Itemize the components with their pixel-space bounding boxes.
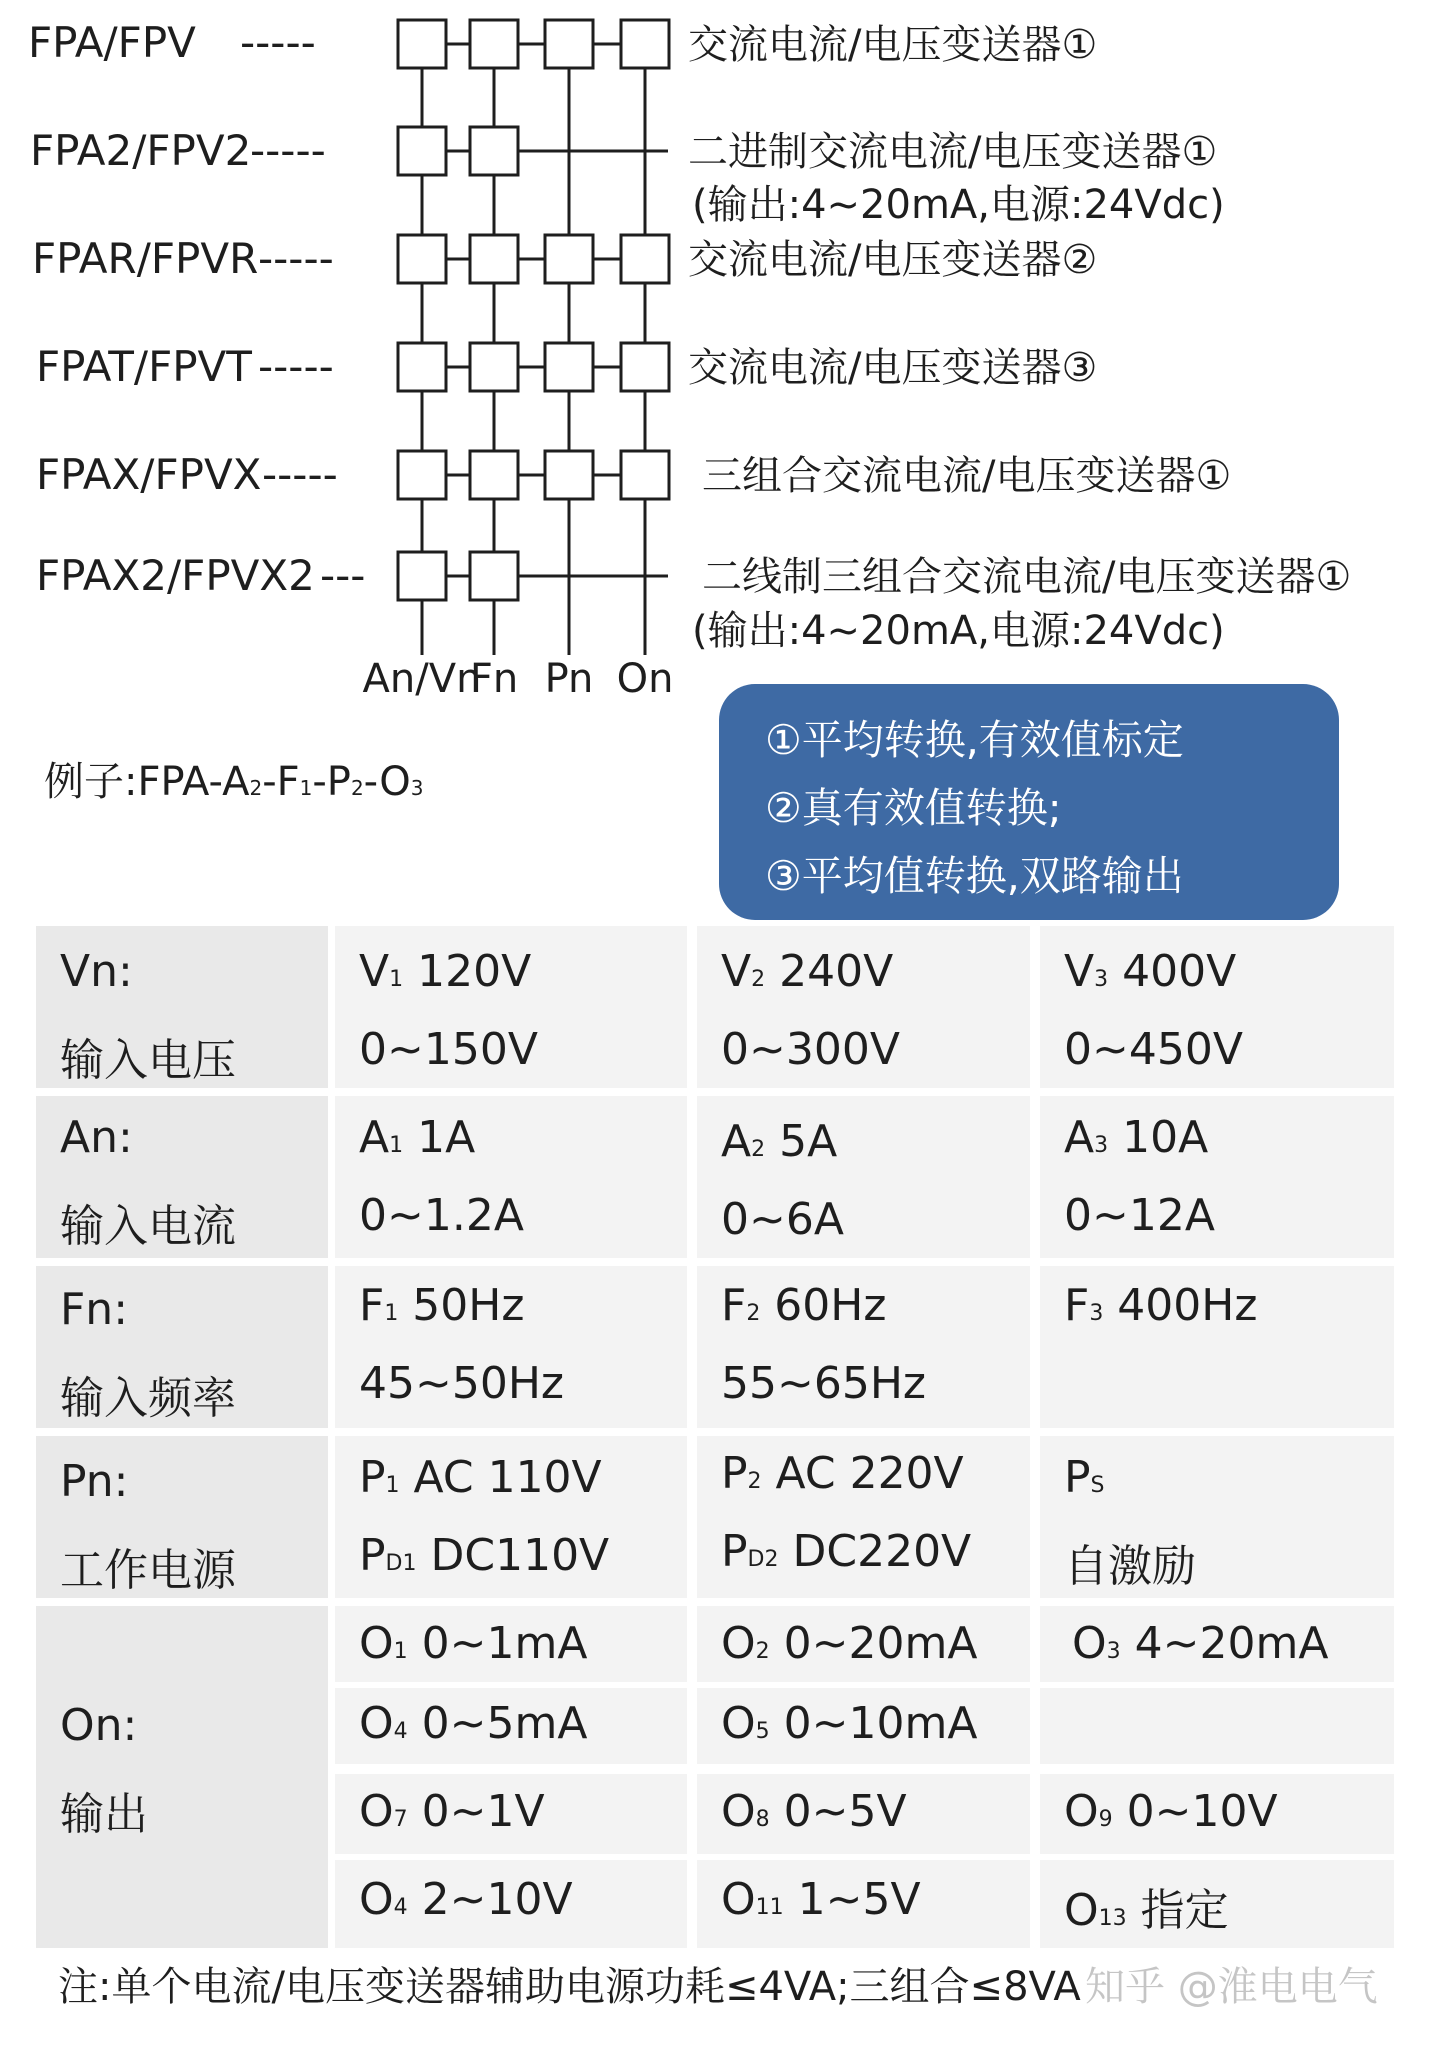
table-cell: A1 1A 0~1.2A <box>335 1096 687 1258</box>
model-label: FPA/FPV <box>28 18 196 67</box>
diagram-column-labels <box>363 656 674 700</box>
table-cell: F3 400Hz <box>1040 1266 1394 1428</box>
model-description: 交流电流/电压变送器② <box>688 237 1098 283</box>
table-cell: O3 4~20mA <box>1040 1606 1394 1682</box>
table-cell: V1 120V 0~150V <box>335 926 687 1088</box>
table-cell: O4 2~10V <box>335 1860 687 1948</box>
code-box <box>470 127 518 175</box>
model-description: 二进制交流电流/电压变送器① <box>688 129 1218 175</box>
code-box <box>398 552 446 600</box>
code-box <box>470 343 518 391</box>
leader-dash: ----- <box>240 18 316 67</box>
code-box <box>621 451 669 499</box>
model-description: 二线制三组合交流电流/电压变送器① <box>702 554 1352 600</box>
note-item: ①平均转换,有效值标定 <box>765 716 1184 764</box>
conversion-notes-box <box>719 684 1339 920</box>
model-label: FPAR/FPVR <box>32 234 259 283</box>
diagram-descriptions <box>688 22 1351 654</box>
model-description-detail: (输出:4~20mA,电源:24Vdc) <box>692 182 1225 228</box>
table-cell: A2 5A 0~6A <box>697 1096 1030 1258</box>
code-box <box>398 235 446 283</box>
diagram-model-labels <box>28 18 315 600</box>
table-cell: O11 1~5V <box>697 1860 1030 1948</box>
table-cell: O7 0~1V <box>335 1774 687 1854</box>
row-header-vn: Vn: 输入电压 <box>36 926 328 1088</box>
leader-dash: ----- <box>250 126 326 175</box>
table-cell-empty <box>1040 1688 1394 1764</box>
table-cell: P1 AC 110V PD1 DC110V <box>335 1436 687 1598</box>
watermark: 知乎 @淮电电气 <box>1085 1964 1378 2010</box>
footnote: 注:单个电流/电压变送器辅助电源功耗≤4VA;三组合≤8VA <box>58 1964 1081 2010</box>
leader-dash: ----- <box>258 342 334 391</box>
note-item: ②真有效值转换; <box>765 784 1062 832</box>
model-description-detail: (输出:4~20mA,电源:24Vdc) <box>692 608 1225 654</box>
code-box <box>470 552 518 600</box>
table-cell: O13 指定 <box>1040 1860 1394 1948</box>
model-label: FPA2/FPV2 <box>30 126 252 175</box>
leader-dash: ----- <box>262 450 338 499</box>
code-box <box>398 451 446 499</box>
diagram-code-boxes <box>398 20 669 600</box>
leader-dash: --- <box>320 551 366 600</box>
code-box <box>621 235 669 283</box>
table-cell: O5 0~10mA <box>697 1688 1030 1764</box>
code-box <box>545 20 593 68</box>
table-cell: O4 0~5mA <box>335 1688 687 1764</box>
row-header-fn: Fn: 输入频率 <box>36 1266 328 1428</box>
code-box <box>398 343 446 391</box>
code-box <box>545 343 593 391</box>
model-label: FPAX2/FPVX2 <box>36 551 315 600</box>
code-box <box>470 235 518 283</box>
table-cell: O2 0~20mA <box>697 1606 1030 1682</box>
model-label: FPAT/FPVT <box>36 342 252 391</box>
row-header-pn: Pn: 工作电源 <box>36 1436 328 1598</box>
row-header-an: An: 输入电流 <box>36 1096 328 1258</box>
code-box <box>621 343 669 391</box>
model-description: 交流电流/电压变送器① <box>688 22 1098 68</box>
leader-dash: ----- <box>258 234 334 283</box>
table-cell: O9 0~10V <box>1040 1774 1394 1854</box>
table-cell: V3 400V 0~450V <box>1040 926 1394 1088</box>
code-box <box>545 451 593 499</box>
diagram-leader-dashes <box>240 18 365 600</box>
code-box <box>470 20 518 68</box>
code-box <box>621 20 669 68</box>
code-box <box>398 127 446 175</box>
table-cell: O1 0~1mA <box>335 1606 687 1682</box>
code-box <box>545 235 593 283</box>
column-label: An/Vn <box>362 656 482 700</box>
table-cell: PS 自激励 <box>1040 1436 1394 1598</box>
table-cell: A3 10A 0~12A <box>1040 1096 1394 1258</box>
code-box <box>398 20 446 68</box>
model-code-diagram <box>0 0 1440 700</box>
table-cell: P2 AC 220V PD2 DC220V <box>697 1436 1030 1598</box>
column-label: Pn <box>544 656 594 700</box>
model-description: 交流电流/电压变送器③ <box>688 345 1098 391</box>
model-description: 三组合交流电流/电压变送器① <box>702 453 1232 499</box>
code-box <box>470 451 518 499</box>
table-cell: F2 60Hz 55~65Hz <box>697 1266 1030 1428</box>
column-label: Fn <box>469 656 519 700</box>
table-cell: O8 0~5V <box>697 1774 1030 1854</box>
column-label: On <box>616 656 674 700</box>
table-cell: V2 240V 0~300V <box>697 926 1030 1088</box>
row-header-on: On: 输出 <box>36 1606 328 1948</box>
model-label: FPAX/FPVX <box>36 450 262 499</box>
example-code: 例子:FPA-A2-F1-P2-O3 <box>44 759 424 805</box>
note-item: ③平均值转换,双路输出 <box>765 852 1184 900</box>
table-cell: F1 50Hz 45~50Hz <box>335 1266 687 1428</box>
